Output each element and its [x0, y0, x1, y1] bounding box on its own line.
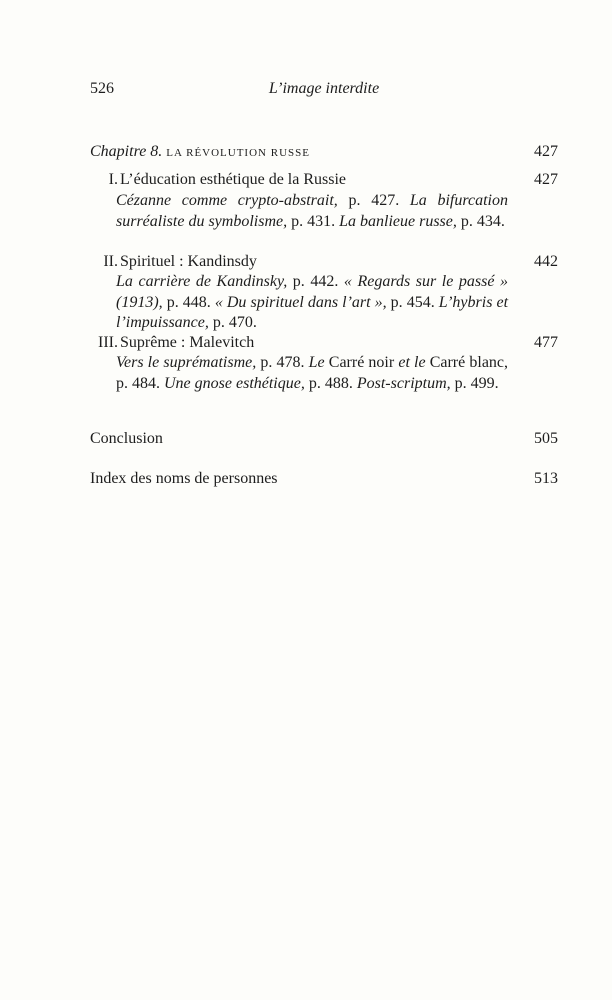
- description-text: La banlieue russe,: [339, 212, 457, 230]
- description-text: La bifurcation surréaliste du symbolisme,: [116, 192, 508, 230]
- entry-title: Conclusion: [90, 430, 163, 447]
- description-text: et le: [398, 354, 426, 371]
- section-page: 442: [534, 253, 558, 270]
- description-text: p. 434.: [456, 212, 505, 230]
- description-text: p. 448.: [162, 293, 215, 311]
- section-description: [116, 272, 508, 334]
- description-text: « Du spirituel dans l’art »,: [214, 293, 387, 311]
- description-text: « Regards sur le passé » (1913),: [116, 273, 509, 311]
- description-text: La carrière de Kandinsky,: [116, 273, 288, 290]
- section-title: L’éducation esthétique de la Russie: [120, 171, 347, 188]
- chapter-page: 427: [534, 143, 558, 160]
- section-page: 427: [534, 171, 558, 188]
- description-text: L’hybris et l’impuissance,: [116, 293, 509, 331]
- section-page: 477: [534, 334, 558, 351]
- section-description: [116, 191, 508, 232]
- description-text: p. 470.: [208, 314, 257, 331]
- section-description: [116, 353, 508, 394]
- description-text: Vers le suprématisme,: [116, 354, 257, 371]
- description-text: p. 442.: [287, 273, 344, 290]
- section-title: Spirituel : Kandinsdy: [120, 253, 257, 270]
- description-text: Le: [308, 354, 325, 371]
- section-number: II.: [103, 253, 118, 270]
- section-title: Suprême : Malevitch: [120, 334, 255, 351]
- toc-entry-conclusion: [90, 429, 558, 449]
- description-text: p. 488.: [304, 374, 357, 392]
- description-text: p. 499.: [450, 374, 499, 392]
- entry-page: 513: [534, 470, 558, 487]
- running-header: [90, 80, 558, 104]
- description-text: Cézanne comme crypto-abstrait,: [116, 192, 338, 209]
- section-number: III.: [98, 334, 118, 351]
- entry-title: Index des noms de personnes: [90, 470, 278, 487]
- description-text: p. 431.: [287, 212, 340, 230]
- description-text: Post-scriptum,: [356, 374, 451, 392]
- chapter-title: LA RÉVOLUTION RUSSE: [166, 147, 310, 159]
- toc-entry-index: [90, 469, 558, 489]
- description-text: Une gnose esthétique,: [164, 374, 305, 392]
- running-title: L’image interdite: [268, 80, 380, 97]
- page-number: 526: [90, 80, 114, 97]
- description-text: p. 478.: [256, 354, 309, 371]
- description-text: Carré noir: [324, 354, 399, 371]
- description-text: Carré blanc, p. 484.: [116, 354, 509, 392]
- description-text: p. 427.: [337, 192, 410, 209]
- description-text: p. 454.: [386, 293, 439, 311]
- section-number: I.: [108, 171, 118, 188]
- chapter-label: Chapitre 8.: [90, 143, 163, 160]
- chapter-heading: [90, 142, 558, 163]
- entry-page: 505: [534, 430, 558, 447]
